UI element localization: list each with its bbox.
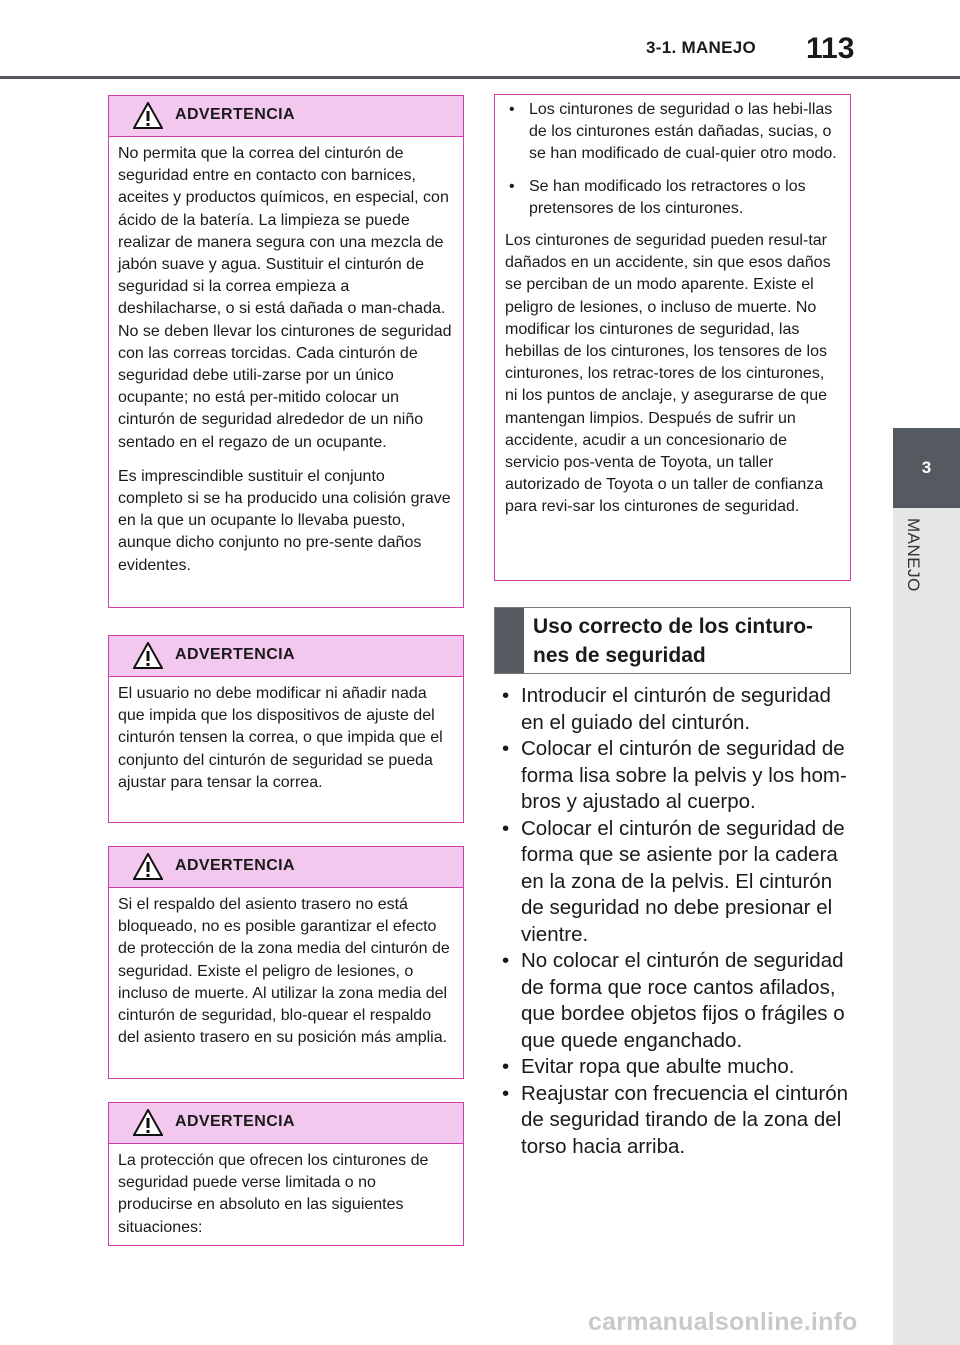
warning-text: La protección que ofrecen los cinturones de seguridad puede verse limitada o no producirse en absoluto en las siguientes situaciones: [118, 1152, 429, 1236]
warning-text: No permita que la correa del cinturón de seguridad entre en contacto con barnices, aceites y productos químicos, en especial, con ácido de la batería. La limpieza se puede realizar de manera segura con una mezcla de jabón suave y agua. Sustituir el cinturón de seguridad si la correa empieza a deshilacharse, o si está dañada o man-chada. No se deben llevar los cinturones de seguridad con las correas torcidas. Cada cinturón de seguridad debe utili-zarse por un único ocupante; no está per-mitido colocar un cinturón de seguridad alrededor de un niño sentado en el regazo de un ocupante. [118, 145, 452, 451]
section-heading: 3-1. MANEJO [646, 38, 757, 57]
header-divider [0, 76, 960, 79]
warning-box-respaldo [108, 846, 464, 1079]
list-item: • Reajustar con frecuencia el cinturón de seguridad tirando de la zona del torso hacia arriba. [494, 1081, 854, 1161]
warning-text: Los cinturones de seguridad pueden resul-tar dañados en un accidente, sin que esos daños se perciban de un modo aparente. Existe el peligro de lesiones, o incluso de muerte. No modificar los cinturones de seguridad, las hebillas de los cinturones, los tensores de los cinturones, los retrac-tores de los cinturones, ni los puntos de anclaje, y asegurarse de que mantengan limpios. Después de sufrir un accidente, acudir a un concesionario de servicio pos-venta de Toyota, un taller autorizado de Toyota o un taller de confianza para revi-sar los cinturones de seguridad. [505, 232, 831, 516]
list-item: • Evitar ropa que abulte mucho. [494, 1054, 854, 1081]
list-item: • Se han modificado los retractores o los pretensores de los cinturones. [505, 176, 840, 220]
warning-box-proteccion [108, 1102, 464, 1246]
list-item: • Introducir el cinturón de seguridad en el guiado del cinturón. [494, 683, 854, 736]
warning-title: ADVERTENCIA [175, 646, 295, 663]
watermark: carmanualsonline.info [588, 1308, 858, 1336]
warning-header [109, 847, 463, 888]
chapter-tab-number: 3 [893, 428, 960, 508]
list-item: • No colocar el cinturón de seguridad de forma que roce cantos afilados, que bordee objetos fijos o frágiles o que quede enganchado. [494, 948, 854, 1054]
list-item: • Colocar el cinturón de seguridad de forma que se asiente por la cadera en la zona de la pelvis. El cinturón de seguridad no debe presionar el vientre. [494, 816, 854, 949]
warning-triangle-icon [133, 642, 163, 669]
warning-text: Si el respaldo del asiento trasero no está bloqueado, no es posible garantizar el efecto de protección de la zona media del cinturón de seguridad. Existe el peligro de lesiones, o incluso de muerte. Al utilizar la zona media del cinturón de seguridad, blo-quear el respaldo del asiento trasero en su posición más amplia. [118, 896, 450, 1047]
warning-title: ADVERTENCIA [175, 857, 295, 874]
instruction-list [494, 683, 854, 1160]
warning-text: Es imprescindible sustituir el conjunto completo si se ha producido una colisión grave en la que un ocupante lo llevaba puesto, aunque dicho conjunto no pre-sente daños evidentes. [118, 467, 451, 574]
chapter-tab [893, 508, 960, 1345]
warning-text: El usuario no debe modificar ni añadir nada que impida que los dispositivos de ajuste del cinturón tensen la correa, o que impida que el conjunto del cinturón de seguridad se pueda ajustar para tensar la correa. [118, 685, 443, 791]
warning-triangle-icon [133, 102, 163, 129]
section-heading-box [494, 607, 851, 674]
warning-title: ADVERTENCIA [175, 106, 295, 123]
warning-continuation-box [494, 94, 851, 581]
warning-triangle-icon [133, 853, 163, 880]
section-title: Uso correcto de los cinturo-nes de seguridad [533, 615, 814, 667]
chapter-tab-label: MANEJO [904, 518, 923, 592]
warning-box-ajuste [108, 635, 464, 823]
section-accent-bar [495, 608, 524, 673]
warning-box-correa [108, 95, 464, 608]
page-number: 113 [806, 32, 855, 65]
warning-header [109, 636, 463, 677]
warning-title: ADVERTENCIA [175, 1113, 295, 1130]
warning-triangle-icon [133, 1109, 163, 1136]
list-item: • Los cinturones de seguridad o las hebi-llas de los cinturones están dañadas, sucias, o se han modificado de cual-quier otro modo. [505, 99, 840, 166]
warning-header [109, 1103, 463, 1144]
list-item: • Colocar el cinturón de seguridad de forma lisa sobre la pelvis y los hom-bros y ajustado al cuerpo. [494, 736, 854, 816]
warning-header [109, 96, 463, 137]
